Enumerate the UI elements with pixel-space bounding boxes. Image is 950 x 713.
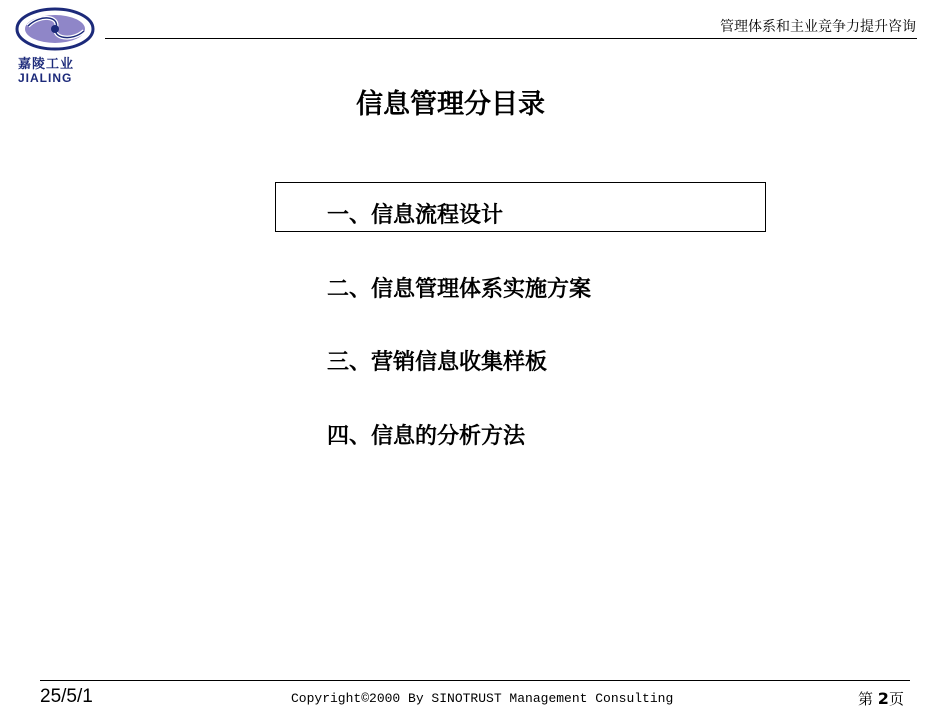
toc-item-2[interactable]: 二、信息管理体系实施方案 — [327, 277, 592, 302]
toc-item-1[interactable]: 一、信息流程设计 — [327, 203, 504, 228]
page-title: 信息管理分目录 — [356, 89, 545, 120]
footer-date: 25/5/1 — [40, 686, 93, 707]
footer-divider — [40, 680, 910, 681]
jialing-logo-icon — [14, 6, 96, 52]
toc-item-3[interactable]: 三、营销信息收集样板 — [327, 350, 548, 375]
logo-name-cn: 嘉陵工业 — [18, 57, 75, 72]
toc-item-4[interactable]: 四、信息的分析方法 — [327, 424, 526, 449]
header-title: 管理体系和主业竞争力提升咨询 — [720, 19, 916, 35]
company-logo — [8, 6, 100, 84]
page-suffix: 页 — [888, 690, 904, 708]
page-number: 2 — [877, 689, 889, 708]
header-divider — [105, 38, 917, 39]
logo-name-en: JIALING — [18, 71, 73, 85]
page-prefix: 第 — [858, 690, 874, 708]
footer-copyright: Copyright©2000 By SINOTRUST Management Consulting — [291, 691, 674, 706]
page-number-indicator — [858, 688, 904, 709]
